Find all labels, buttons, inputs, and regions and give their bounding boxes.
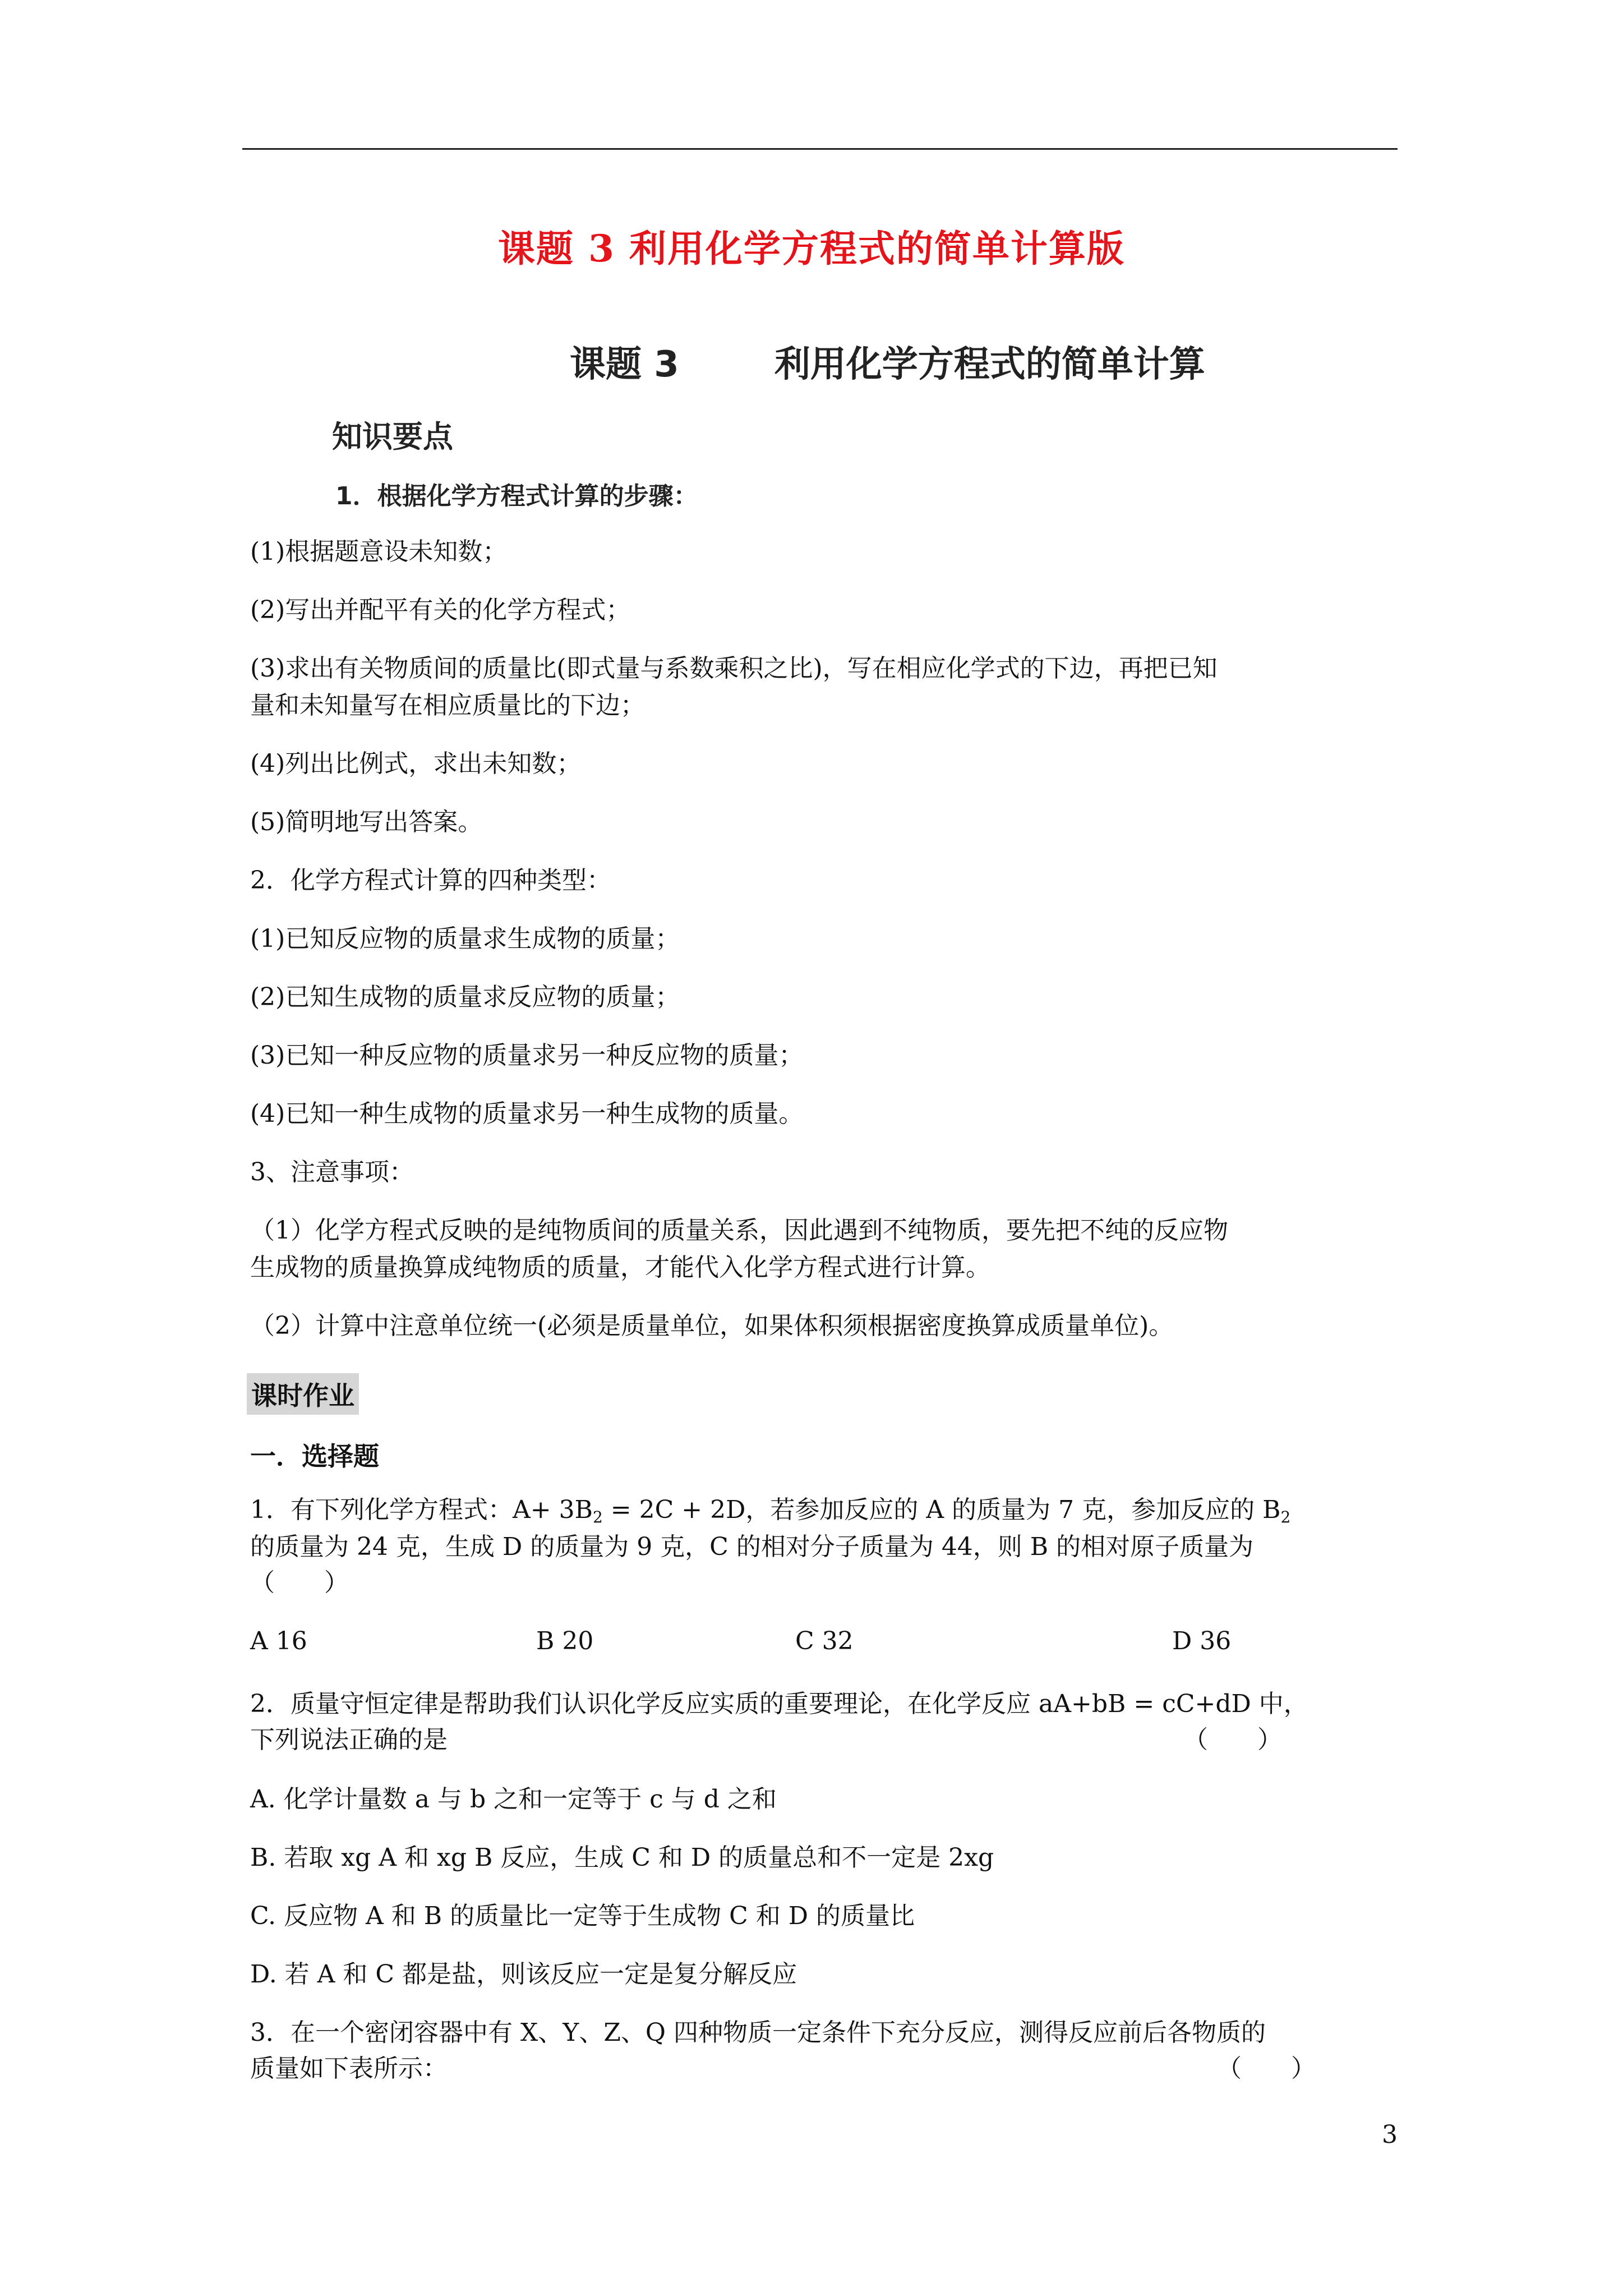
q2-option-a: A. 化学计量数 a 与 b 之和一定等于 c 与 d 之和	[250, 1785, 777, 1814]
page-title: 课题 3 利用化学方程式的简单计算版	[498, 227, 1125, 270]
note-line: 生成物的质量换算成纯物质的质量，才能代入化学方程式进行计算。	[250, 1253, 990, 1282]
step-line: (4)列出比例式，求出未知数；	[250, 749, 582, 778]
question-2-blank: （ ）	[1183, 1726, 1282, 1754]
step-line: (1)根据题意设未知数；	[250, 537, 508, 566]
note-line: （2）计算中注意单位统一(必须是质量单位，如果体积须根据密度换算成质量单位)。	[250, 1312, 1174, 1340]
question-2-line-2: 下列说法正确的是	[250, 1726, 448, 1754]
subtitle-number: 课题 3	[570, 344, 679, 385]
notes-heading: 3、注意事项：	[250, 1158, 414, 1186]
q1-option-c: C 32	[795, 1627, 854, 1655]
type-line: (1)已知反应物的质量求生成物的质量；	[250, 924, 680, 953]
question-2-line-1: 2．质量守恒定律是帮助我们认识化学反应实质的重要理论，在化学反应 aA+bB = cC+dD 中，	[250, 1690, 1308, 1718]
question-3-line-2: 质量如下表所示：	[250, 2054, 448, 2083]
type-line: (4)已知一种生成物的质量求另一种生成物的质量。	[250, 1099, 804, 1128]
subtitle-text: 利用化学方程式的简单计算	[774, 344, 1205, 385]
q1-option-b: B 20	[536, 1627, 594, 1655]
question-3-blank: （ ）	[1217, 2054, 1316, 2083]
q1-subscript: 2	[592, 1508, 603, 1526]
question-3-line-1: 3．在一个密闭容器中有 X、Y、Z、Q 四种物质一定条件下充分反应，测得反应前后各物质的	[250, 2018, 1266, 2047]
lesson-subtitle	[570, 335, 1205, 387]
type-line: (3)已知一种反应物的质量求另一种反应物的质量；	[250, 1041, 804, 1070]
type-line: (2)已知生成物的质量求反应物的质量；	[250, 983, 680, 1011]
step-line: (2)写出并配平有关的化学方程式；	[250, 596, 631, 624]
step-line: 量和未知量写在相应质量比的下边；	[250, 691, 645, 720]
question-1-line-2: 的质量为 24 克，生成 D 的质量为 9 克，C 的相对分子质量为 44，则 B 的相对原子质量为	[250, 1533, 1254, 1561]
q2-option-d: D. 若 A 和 C 都是盐，则该反应一定是复分解反应	[250, 1960, 797, 1989]
q1-text-b: = 2C + 2D，若参加反应的 A 的质量为 7 克，参加反应的 B	[602, 1496, 1281, 1524]
page-number: 3	[1382, 2120, 1398, 2149]
q1-option-a: A 16	[250, 1627, 307, 1655]
q1-option-d: D 36	[1172, 1627, 1232, 1655]
q1-subscript: 2	[1280, 1508, 1291, 1526]
types-heading: 2．化学方程式计算的四种类型：	[250, 866, 611, 895]
step-line: (3)求出有关物质间的质量比(即式量与系数乘积之比)，写在相应化学式的下边，再把已知	[250, 654, 1218, 683]
header-rule	[242, 148, 1398, 150]
knowledge-heading: 知识要点	[332, 419, 453, 454]
question-1-blank: （ ）	[250, 1568, 349, 1597]
note-line: （1）化学方程式反映的是纯物质间的质量关系，因此遇到不纯物质，要先把不纯的反应物	[250, 1216, 1228, 1245]
section-choice-title: 一．选择题	[250, 1441, 379, 1471]
steps-heading: 1．根据化学方程式计算的步骤：	[335, 482, 698, 510]
step-line: (5)简明地写出答案。	[250, 808, 483, 836]
homework-label: 课时作业	[247, 1373, 359, 1415]
q2-option-b: B. 若取 xg A 和 xg B 反应，生成 C 和 D 的质量总和不一定是 2xg	[250, 1843, 994, 1872]
q2-option-c: C. 反应物 A 和 B 的质量比一定等于生成物 C 和 D 的质量比	[250, 1902, 915, 1930]
q1-text-a: 1．有下列化学方程式：A+ 3B	[250, 1496, 593, 1524]
